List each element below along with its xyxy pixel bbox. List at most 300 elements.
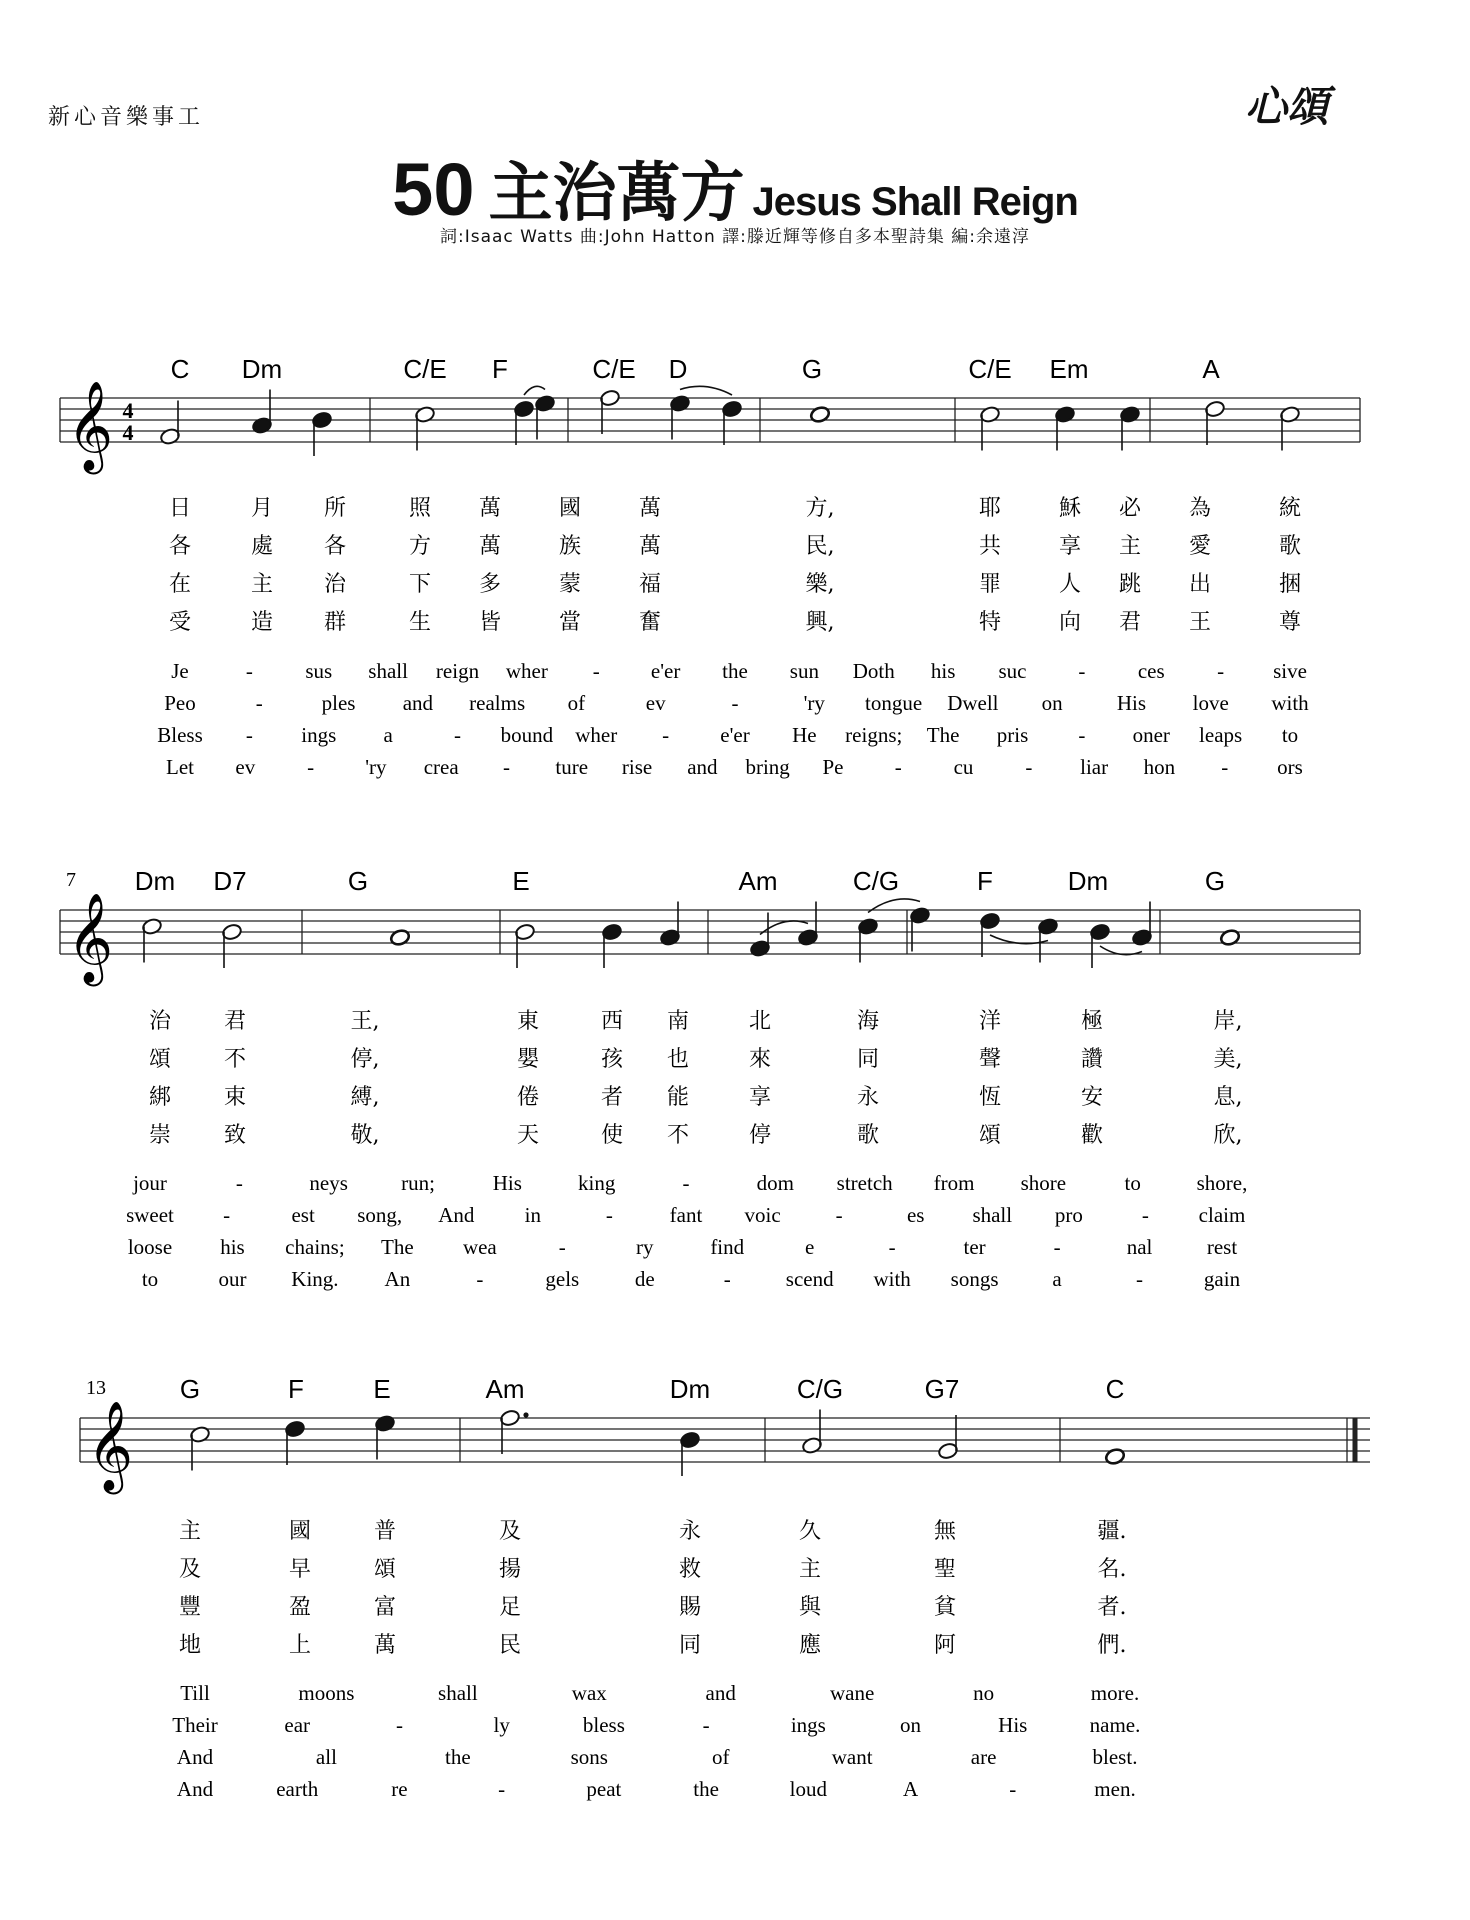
lyric-en: A (902, 1777, 919, 1801)
lyric-zh: 各 (168, 534, 192, 559)
lyric-zh: 尊 (1278, 610, 1302, 635)
quarter-note (601, 923, 622, 968)
lyric-zh: 恆 (978, 1085, 1002, 1110)
lyric-en: pris (996, 723, 1029, 747)
lyric-en: scend (785, 1267, 834, 1291)
lyric-zh: 西 (600, 1009, 624, 1034)
lyric-en: Je (171, 659, 189, 683)
lyric-zh: 致 (223, 1123, 247, 1148)
lyric-zh: 豐 (178, 1595, 202, 1620)
lyric-zh: 主 (1118, 534, 1142, 559)
lyric-zh: 蒙 (558, 572, 582, 597)
lyric-en: - (476, 1267, 484, 1291)
lyric-en: ture (555, 755, 589, 779)
lyric-en: shall (972, 1203, 1013, 1227)
lyric-zh: 敬, (350, 1123, 380, 1148)
chord-symbol: C (170, 354, 190, 384)
lyric-zh: 民 (498, 1633, 522, 1658)
lyric-zh: 月 (250, 496, 274, 521)
lyric-en: 'ry (803, 691, 825, 715)
lyric-en: - (558, 1235, 566, 1259)
lyric-en: loud (789, 1777, 828, 1801)
lyric-en: cu (953, 755, 974, 779)
lyric-en: on (1041, 691, 1063, 715)
whole-note (1104, 1447, 1125, 1465)
lyric-en: e'er (650, 659, 681, 683)
lyric-en: ev (235, 755, 256, 779)
lyric-zh: 皆 (478, 610, 502, 635)
lyric-zh: 美, (1213, 1047, 1243, 1072)
chord-symbol: F (492, 354, 508, 384)
lyric-zh: 統 (1278, 496, 1302, 521)
lyric-en: the (722, 659, 748, 683)
chord-symbol: C (1105, 1374, 1125, 1404)
lyric-zh: 捆 (1278, 572, 1302, 597)
lyric-en: - (235, 1171, 243, 1195)
lyric-zh: 富 (373, 1595, 397, 1620)
lyric-en: ors (1277, 755, 1303, 779)
lyric-en: oner (1132, 723, 1170, 747)
lyric-en: - (1078, 723, 1086, 747)
lyric-zh: 揚 (498, 1557, 522, 1582)
half-note (414, 405, 435, 450)
lyric-en: - (307, 755, 315, 779)
lyric-en: song, (357, 1203, 403, 1227)
lyric-zh: 聖 (933, 1557, 957, 1582)
lyric-zh: 照 (408, 496, 432, 521)
half-note (221, 923, 242, 968)
treble-clef-icon: 𝄞 (86, 1401, 134, 1491)
lyric-en: shall (368, 659, 408, 683)
lyric-zh: 足 (498, 1595, 522, 1620)
lyric-zh: 名. (1097, 1557, 1127, 1582)
lyric-en: wher (505, 659, 548, 683)
quarter-note (534, 394, 555, 439)
chord-symbol: Dm (134, 866, 176, 896)
lyric-en: - (395, 1713, 403, 1737)
lyric-zh: 王 (1188, 610, 1212, 635)
lyric-en: - (502, 755, 510, 779)
lyric-zh: 綁 (148, 1085, 172, 1110)
lyric-zh: 生 (408, 610, 432, 635)
lyric-zh: 愛 (1188, 534, 1212, 559)
chord-symbol: F (288, 1374, 304, 1404)
lyric-en: nal (1126, 1235, 1153, 1259)
lyric-zh: 岸, (1213, 1009, 1243, 1034)
lyric-en: name. (1089, 1713, 1141, 1737)
quarter-note (979, 912, 1000, 957)
lyric-en: bring (745, 755, 790, 779)
quarter-note (1037, 917, 1058, 962)
lyric-zh: 頌 (148, 1047, 172, 1072)
lyric-en: men. (1094, 1777, 1136, 1801)
lyric-en: fant (669, 1203, 703, 1227)
quarter-note (749, 913, 770, 958)
lyric-en: Peo (164, 691, 196, 715)
lyric-en: ev (645, 691, 666, 715)
measure-number: 13 (86, 1377, 106, 1399)
lyric-zh: 應 (798, 1633, 822, 1658)
lyric-zh: 地 (178, 1633, 202, 1658)
song-title-en: Jesus Shall Reign (752, 180, 1078, 224)
lyric-en: bless (582, 1713, 625, 1737)
lyric-zh: 歌 (856, 1123, 880, 1148)
lyric-zh: 各 (323, 534, 347, 559)
lyric-zh: 極 (1080, 1009, 1104, 1034)
quarter-note (797, 902, 818, 947)
lyric-zh: 在 (168, 572, 192, 597)
lyric-en: the (445, 1745, 471, 1769)
lyric-zh: 所 (323, 496, 347, 521)
lyric-en: - (223, 1203, 231, 1227)
half-note (801, 1410, 822, 1455)
lyric-zh: 享 (1058, 534, 1082, 559)
lyric-en: to (141, 1267, 159, 1291)
lyric-zh: 日 (168, 496, 192, 521)
lyric-en: Dwell (947, 691, 999, 715)
quarter-note (659, 902, 680, 947)
lyric-zh: 東 (516, 1009, 540, 1034)
lyric-en: ear (284, 1713, 311, 1737)
lyric-en: Let (166, 755, 194, 779)
lyric-zh: 南 (666, 1009, 690, 1034)
half-note (599, 389, 620, 434)
lyric-en: Doth (852, 659, 895, 683)
lyric-zh: 向 (1058, 610, 1082, 635)
lyric-en: all (315, 1745, 337, 1769)
quarter-note (1054, 405, 1075, 450)
lyric-zh: 盈 (288, 1595, 312, 1620)
lyric-en: shall (438, 1681, 478, 1705)
lyric-en: more. (1090, 1681, 1140, 1705)
lyric-zh: 享 (748, 1085, 772, 1110)
lyric-en: - (1136, 1267, 1144, 1291)
lyric-en: chains; (285, 1235, 345, 1259)
chord-symbol: C/E (968, 354, 1012, 384)
lyric-en: And (438, 1203, 475, 1227)
lyric-en: and (687, 755, 718, 779)
lyric-en: wax (571, 1681, 607, 1705)
lyric-en: our (218, 1267, 247, 1291)
lyric-en: His (998, 1713, 1028, 1737)
lyric-en: es (906, 1203, 925, 1227)
lyric-zh: 萬 (478, 496, 502, 521)
lyric-zh: 興, (805, 610, 835, 635)
lyric-zh: 王, (350, 1009, 380, 1034)
lyric-zh: 處 (250, 534, 274, 559)
lyric-zh: 欣, (1213, 1123, 1243, 1148)
lyric-en: - (662, 723, 670, 747)
lyric-en: sons (570, 1745, 608, 1769)
quarter-note (669, 394, 690, 439)
chord-symbol: E (373, 1374, 391, 1404)
lyric-en: - (702, 1713, 710, 1737)
lyric-zh: 者. (1097, 1595, 1127, 1620)
lyric-en: - (1053, 1235, 1061, 1259)
lyric-zh: 停 (748, 1123, 772, 1148)
half-note (937, 1415, 958, 1460)
quarter-note (374, 1414, 395, 1459)
lyric-en: - (245, 659, 253, 683)
lyric-en: from (933, 1171, 975, 1195)
chord-symbol: Dm (669, 1374, 711, 1404)
half-note (1279, 405, 1300, 450)
lyric-en: of (567, 691, 586, 715)
chord-symbol: G (179, 1374, 201, 1404)
lyric-en: - (245, 723, 253, 747)
song-title-zh: 主治萬方 (488, 157, 745, 231)
lyric-zh: 萬 (478, 534, 502, 559)
lyric-en: sive (1273, 659, 1307, 683)
lyric-zh: 息, (1213, 1085, 1243, 1110)
lyric-en: reigns; (845, 723, 903, 747)
chord-symbol: G (1204, 866, 1226, 896)
lyric-en: neys (309, 1171, 348, 1195)
measure-number: 7 (66, 869, 76, 891)
lyric-en: suc (998, 659, 1027, 683)
lyric-en: in (524, 1203, 542, 1227)
lyric-zh: 歡 (1080, 1123, 1104, 1148)
lyric-zh: 使 (600, 1123, 624, 1148)
lyric-en: are (970, 1745, 997, 1769)
lyric-en: reign (435, 659, 480, 683)
quarter-note (251, 390, 272, 435)
lyric-en: stretch (836, 1171, 893, 1195)
lyric-en: king (577, 1171, 616, 1195)
lyric-zh: 海 (856, 1009, 880, 1034)
lyric-en: e (805, 1235, 815, 1259)
lyric-en: shore, (1196, 1171, 1248, 1195)
lyric-zh: 國 (288, 1519, 312, 1544)
lyric-en: - (835, 1203, 843, 1227)
lyric-en: the (693, 1777, 719, 1801)
lyric-zh: 耶 (978, 496, 1002, 521)
lyric-en: want (831, 1745, 873, 1769)
lyric-zh: 特 (978, 610, 1002, 635)
lyric-zh: 阿 (933, 1633, 957, 1658)
lyric-zh: 萬 (638, 496, 662, 521)
lyric-zh: 能 (666, 1085, 690, 1110)
lyric-zh: 們. (1097, 1633, 1127, 1658)
lyric-en: rise (621, 755, 653, 779)
lyric-zh: 下 (408, 572, 432, 597)
lyric-en: - (1025, 755, 1033, 779)
lyric-en: realms (469, 691, 526, 715)
lyric-en: - (888, 1235, 896, 1259)
lyric-en: ings (790, 1713, 826, 1737)
lyric-en: with (1271, 691, 1309, 715)
half-note (159, 401, 180, 446)
quarter-note (513, 400, 534, 445)
lyric-zh: 族 (558, 534, 582, 559)
lyric-zh: 主 (178, 1519, 202, 1544)
quarter-note (721, 400, 742, 445)
quarter-note (1119, 405, 1140, 450)
lyric-zh: 奮 (638, 610, 662, 635)
lyric-zh: 君 (223, 1009, 247, 1034)
lyric-en: - (723, 1267, 731, 1291)
lyric-en: on (900, 1713, 922, 1737)
lyric-zh: 嬰 (516, 1047, 540, 1072)
lyric-en: love (1192, 691, 1229, 715)
lyric-zh: 穌 (1058, 496, 1082, 521)
lyric-zh: 國 (558, 496, 582, 521)
lyric-zh: 同 (678, 1633, 702, 1658)
lyric-zh: 歌 (1278, 534, 1302, 559)
lyric-zh: 貧 (933, 1595, 957, 1620)
chord-symbol: D (668, 354, 688, 384)
lyric-zh: 縛, (350, 1085, 380, 1110)
lyric-en: ly (493, 1713, 510, 1737)
lyric-en: His (492, 1171, 522, 1195)
lyric-en: and (402, 691, 434, 715)
lyric-zh: 不 (666, 1123, 690, 1148)
lyric-en: loose (127, 1235, 173, 1259)
chord-symbol: G7 (924, 1374, 960, 1404)
lyric-en: leaps (1199, 723, 1243, 747)
lyric-en: earth (276, 1777, 319, 1801)
lyric-en: King. (291, 1267, 339, 1291)
lyric-en: e'er (720, 723, 750, 747)
lyric-en: And (176, 1745, 214, 1769)
treble-clef-icon: 𝄞 (66, 893, 114, 983)
quarter-note (857, 917, 878, 962)
lyric-zh: 疆. (1097, 1519, 1127, 1544)
lyric-zh: 安 (1080, 1085, 1104, 1110)
lyric-en: bound (500, 723, 554, 747)
lyric-zh: 罪 (978, 572, 1002, 597)
lyric-en: gain (1203, 1267, 1241, 1291)
lyric-en: dom (756, 1171, 795, 1195)
lyric-en: a (1052, 1267, 1062, 1291)
lyric-en: find (710, 1235, 745, 1259)
chord-symbol: C/G (852, 866, 900, 896)
lyric-zh: 必 (1118, 496, 1142, 521)
lyric-en: - (731, 691, 739, 715)
lyric-zh: 福 (638, 572, 662, 597)
lyric-en: songs (950, 1267, 999, 1291)
chord-symbol: Dm (241, 354, 283, 384)
quarter-note (679, 1431, 700, 1476)
lyric-en: claim (1198, 1203, 1246, 1227)
note-head (389, 928, 410, 946)
lyric-zh: 洋 (978, 1009, 1002, 1034)
lyric-en: to (1281, 723, 1299, 747)
lyric-en: - (1009, 1777, 1017, 1801)
lyric-zh: 萬 (638, 534, 662, 559)
lyric-zh: 停, (350, 1047, 380, 1072)
slur (524, 386, 545, 395)
lyric-en: sweet (126, 1203, 174, 1227)
lyric-en: ry (636, 1235, 654, 1259)
lyric-en: ces (1137, 659, 1165, 683)
chord-symbol: C/E (403, 354, 447, 384)
lyric-zh: 久 (798, 1519, 822, 1544)
chord-symbol: C/E (592, 354, 636, 384)
lyric-en: his (220, 1235, 245, 1259)
lyric-en: - (1141, 1203, 1149, 1227)
lyric-zh: 人 (1058, 572, 1082, 597)
lyric-en: re (391, 1777, 408, 1801)
lyric-en: - (454, 723, 461, 747)
lyric-zh: 方 (408, 534, 432, 559)
lyric-en: - (1221, 755, 1229, 779)
lyric-zh: 民, (805, 534, 835, 559)
lyric-en: - (1217, 659, 1225, 683)
lyric-en: - (1078, 659, 1086, 683)
lyric-zh: 方, (805, 496, 835, 521)
lyric-en: de (634, 1267, 655, 1291)
lyric-zh: 為 (1188, 496, 1212, 521)
lyric-zh: 主 (798, 1557, 822, 1582)
song-number: 50 (392, 148, 475, 231)
lyric-en: wher (575, 723, 618, 747)
ministry-name: 新心音樂事工 (48, 105, 205, 130)
lyric-zh: 來 (748, 1047, 772, 1072)
half-note (979, 405, 1000, 450)
lyric-en: His (1116, 691, 1147, 715)
lyric-en: of (711, 1745, 730, 1769)
lyric-en: Pe (822, 755, 844, 779)
chord-symbol: Dm (1067, 866, 1109, 896)
lyric-zh: 早 (288, 1557, 312, 1582)
half-note (499, 1409, 528, 1454)
half-note (514, 923, 535, 968)
chord-symbol: Am (738, 866, 778, 896)
lyric-zh: 永 (856, 1085, 880, 1110)
lyric-en: And (176, 1777, 214, 1801)
lyric-zh: 上 (288, 1633, 312, 1658)
lyric-en: no (973, 1681, 995, 1705)
chord-symbol: F (977, 866, 993, 896)
lyric-en: moons (298, 1681, 355, 1705)
lyric-zh: 倦 (516, 1085, 540, 1110)
chord-symbol: A (1202, 354, 1220, 384)
chord-symbol: G (801, 354, 823, 384)
lyric-en: - (498, 1777, 506, 1801)
lyric-en: crea (423, 755, 459, 779)
lyric-en: The (381, 1235, 414, 1259)
lyric-en: - (894, 755, 902, 779)
lyric-zh: 治 (323, 572, 347, 597)
lyric-en: pro (1054, 1203, 1083, 1227)
lyric-zh: 救 (678, 1557, 702, 1582)
chord-symbol: G (347, 866, 369, 896)
whole-note (809, 405, 830, 423)
dot (523, 1412, 528, 1417)
brand-logo: 心頌 (1245, 82, 1330, 131)
lyric-en: and (705, 1681, 736, 1705)
lyric-en: - (605, 1203, 613, 1227)
lyric-zh: 受 (168, 610, 192, 635)
lyric-zh: 多 (478, 572, 502, 597)
quarter-note (311, 411, 332, 456)
lyric-en: his (930, 659, 956, 683)
lyric-en: The (926, 723, 960, 747)
lyric-zh: 與 (798, 1595, 822, 1620)
lyric-en: Their (172, 1713, 218, 1737)
lyric-zh: 共 (978, 534, 1002, 559)
half-note (1204, 400, 1225, 445)
time-signature-bottom: 4 (122, 420, 134, 445)
lyric-zh: 主 (250, 572, 274, 597)
lyric-en: blest. (1092, 1745, 1138, 1769)
lyric-zh: 頌 (373, 1557, 397, 1582)
lyric-en: ings (301, 723, 337, 747)
lyric-zh: 賜 (678, 1595, 702, 1620)
lyric-en: wane (829, 1681, 875, 1705)
whole-note (1219, 928, 1240, 946)
